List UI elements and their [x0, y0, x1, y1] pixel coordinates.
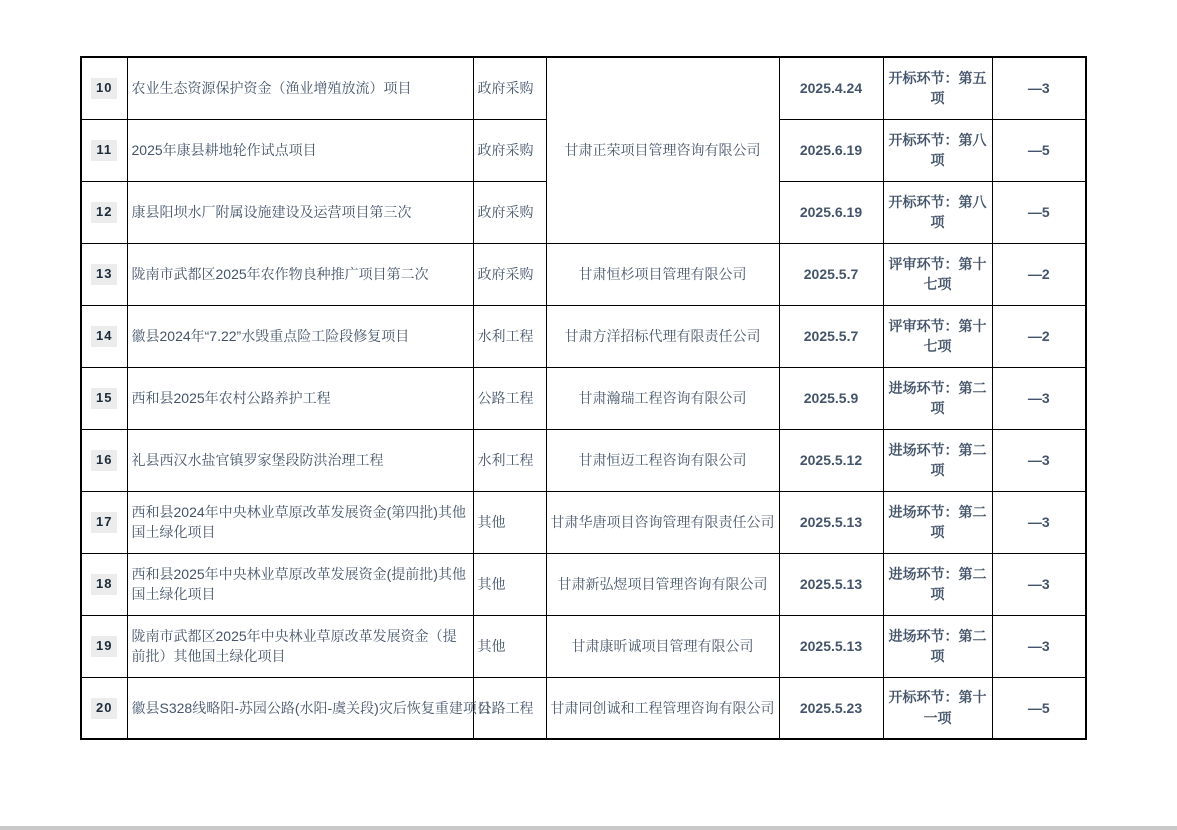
table-row [81, 429, 1086, 491]
stage-cell: 评审环节：第十七项 [883, 243, 992, 305]
stage-cell: 开标环节：第八项 [883, 181, 992, 243]
row-number: 16 [91, 450, 117, 471]
project-name-cell: 西和县2025年农村公路养护工程 [127, 367, 473, 429]
date-cell: 2025.5.13 [779, 491, 883, 553]
table-row [81, 677, 1086, 739]
table-row [81, 553, 1086, 615]
project-name-cell [127, 677, 491, 739]
category-cell: 其他 [473, 615, 546, 677]
score-cell: —3 [992, 553, 1086, 615]
stage-cell: 开标环节：第五项 [883, 57, 992, 119]
penalty-records-table [80, 56, 1087, 740]
stage-cell: 进场环节：第二项 [883, 367, 992, 429]
date-cell: 2025.4.24 [779, 57, 883, 119]
category-cell: 其他 [473, 491, 546, 553]
row-number: 11 [91, 140, 117, 161]
row-number: 20 [91, 698, 117, 719]
date-cell: 2025.5.23 [779, 677, 883, 739]
date-cell: 2025.5.12 [779, 429, 883, 491]
row-number: 14 [91, 326, 117, 347]
penalty-table-container [80, 56, 1087, 740]
stage-cell: 进场环节：第二项 [883, 429, 992, 491]
category-cell: 政府采购 [473, 119, 546, 181]
row-number-cell [81, 57, 127, 119]
agency-cell: 甘肃方洋招标代理有限责任公司 [546, 305, 779, 367]
row-number: 13 [91, 264, 117, 285]
project-name-overflow: 徽县S328线略阳-苏园公路(水阳-虞关段)灾后恢复重建项目 [131, 699, 491, 716]
score-cell: —5 [992, 119, 1086, 181]
stage-cell: 开标环节：第十一项 [883, 677, 992, 739]
date-cell: 2025.6.19 [779, 119, 883, 181]
stage-cell: 进场环节：第二项 [883, 615, 992, 677]
table-row [81, 243, 1086, 305]
project-name-cell: 康县阳坝水厂附属设施建设及运营项目第三次 [127, 181, 473, 243]
date-cell: 2025.5.7 [779, 305, 883, 367]
category-cell: 公路工程 [473, 367, 546, 429]
score-cell: —3 [992, 367, 1086, 429]
row-number-cell [81, 305, 127, 367]
stage-cell: 评审环节：第十七项 [883, 305, 992, 367]
project-name-cell: 西和县2024年中央林业草原改革发展资金(第四批)其他国土绿化项目 [127, 491, 473, 553]
date-cell: 2025.5.9 [779, 367, 883, 429]
project-name-cell: 徽县2024年“7.22”水毁重点险工险段修复项目 [127, 305, 473, 367]
category-cell: 水利工程 [473, 429, 546, 491]
table-row [81, 305, 1086, 367]
project-name-cell: 礼县西汉水盐官镇罗家堡段防洪治理工程 [127, 429, 473, 491]
category-cell: 其他 [473, 553, 546, 615]
row-number-cell [81, 615, 127, 677]
agency-cell: 甘肃恒杉项目管理有限公司 [546, 243, 779, 305]
project-name-cell: 陇南市武都区2025年中央林业草原改革发展资金（提前批）其他国土绿化项目 [127, 615, 473, 677]
row-number: 15 [91, 388, 117, 409]
stage-cell: 进场环节：第二项 [883, 491, 992, 553]
row-number-cell [81, 119, 127, 181]
table-row [81, 615, 1086, 677]
score-cell: —3 [992, 491, 1086, 553]
agency-cell: 甘肃瀚瑞工程咨询有限公司 [546, 367, 779, 429]
score-cell: —3 [992, 429, 1086, 491]
category-cell: 政府采购 [473, 57, 546, 119]
stage-cell: 开标环节：第八项 [883, 119, 992, 181]
row-number: 10 [91, 78, 117, 99]
date-cell: 2025.5.7 [779, 243, 883, 305]
table-row [81, 367, 1086, 429]
project-name-cell: 2025年康县耕地轮作试点项目 [127, 119, 473, 181]
score-cell: —5 [992, 677, 1086, 739]
date-cell: 2025.6.19 [779, 181, 883, 243]
category-cell: 水利工程 [473, 305, 546, 367]
bottom-edge-bar [0, 826, 1177, 830]
row-number-cell [81, 491, 127, 553]
row-number-cell [81, 367, 127, 429]
row-number-cell [81, 181, 127, 243]
project-name-cell: 陇南市武都区2025年农作物良种推广项目第二次 [127, 243, 473, 305]
row-number: 18 [91, 574, 117, 595]
category-cell: 政府采购 [473, 243, 546, 305]
row-number: 19 [91, 636, 117, 657]
row-number: 17 [91, 512, 117, 533]
row-number-cell [81, 243, 127, 305]
row-number-cell [81, 677, 127, 739]
row-number-cell [81, 429, 127, 491]
score-cell: —2 [992, 243, 1086, 305]
project-name-cell: 农业生态资源保护资金（渔业增殖放流）项目 [127, 57, 473, 119]
category-cell: 政府采购 [473, 181, 546, 243]
score-cell: —3 [992, 615, 1086, 677]
category-cell: 公路工程 [473, 677, 546, 739]
date-cell: 2025.5.13 [779, 553, 883, 615]
date-cell: 2025.5.13 [779, 615, 883, 677]
table-row [81, 57, 1086, 119]
agency-cell: 甘肃同创诚和工程管理咨询有限公司 [546, 677, 779, 739]
agency-cell: 甘肃康昕诚项目管理有限公司 [546, 615, 779, 677]
row-number: 12 [91, 202, 117, 223]
row-number-cell [81, 553, 127, 615]
agency-cell: 甘肃华唐项目咨询管理有限责任公司 [546, 491, 779, 553]
score-cell: —5 [992, 181, 1086, 243]
agency-cell: 甘肃新弘煜项目管理咨询有限公司 [546, 553, 779, 615]
table-row [81, 491, 1086, 553]
agency-cell: 甘肃恒迈工程咨询有限公司 [546, 429, 779, 491]
score-cell: —3 [992, 57, 1086, 119]
agency-cell-merged: 甘肃正荣项目管理咨询有限公司 [546, 57, 779, 243]
score-cell: —2 [992, 305, 1086, 367]
stage-cell: 进场环节：第二项 [883, 553, 992, 615]
project-name-cell: 西和县2025年中央林业草原改革发展资金(提前批)其他国土绿化项目 [127, 553, 473, 615]
